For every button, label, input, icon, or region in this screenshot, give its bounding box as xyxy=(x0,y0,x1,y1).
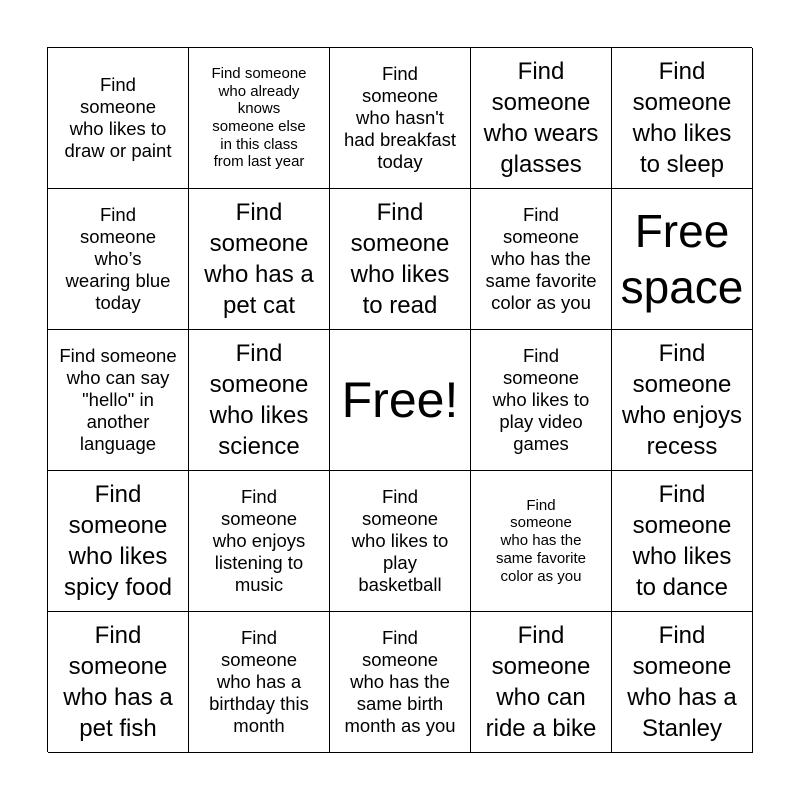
cell-text: Find someone who can say "hello" in another language xyxy=(59,345,177,454)
bingo-cell-r1c2[interactable] xyxy=(189,48,330,189)
cell-text: Find someone who has a pet cat xyxy=(204,198,314,320)
cell-text: Find someone who’s wearing blue today xyxy=(65,204,171,313)
bingo-cell-r4c1[interactable] xyxy=(48,471,189,612)
bingo-cell-r2c1[interactable] xyxy=(48,189,189,330)
bingo-cell-r2c5-free-space[interactable] xyxy=(612,189,753,330)
bingo-cell-r3c2[interactable] xyxy=(189,330,330,471)
cell-text: Find someone who has a pet fish xyxy=(63,621,173,743)
bingo-cell-r1c5[interactable] xyxy=(612,48,753,189)
cell-text: Find someone who enjoys recess xyxy=(621,339,743,461)
cell-text: Find someone who has the same favorite color as you xyxy=(495,496,587,585)
cell-text: Find someone who already knows someone else in this class from last year xyxy=(211,64,307,171)
cell-text: Free! xyxy=(341,371,459,428)
bingo-cell-r5c5[interactable] xyxy=(612,612,753,753)
cell-text: Find someone who likes to dance xyxy=(632,480,732,602)
bingo-cell-r4c5[interactable] xyxy=(612,471,753,612)
cell-text: Find someone who can ride a bike xyxy=(485,621,597,743)
bingo-cell-r5c3[interactable] xyxy=(330,612,471,753)
bingo-cell-r2c2[interactable] xyxy=(189,189,330,330)
bingo-cell-r3c4[interactable] xyxy=(471,330,612,471)
cell-text: Free space xyxy=(620,204,744,313)
cell-text: Find someone who likes to draw or paint xyxy=(64,74,172,161)
bingo-cell-r5c4[interactable] xyxy=(471,612,612,753)
cell-text: Find someone who has a birthday this month xyxy=(209,627,309,736)
bingo-cell-r3c1[interactable] xyxy=(48,330,189,471)
bingo-cell-r2c3[interactable] xyxy=(330,189,471,330)
cell-text: Find someone who has a Stanley xyxy=(627,621,737,743)
cell-text: Find someone who has the same favorite color as you xyxy=(485,204,597,313)
bingo-cell-r3c5[interactable] xyxy=(612,330,753,471)
cell-text: Find someone who likes science xyxy=(209,339,309,461)
bingo-cell-r1c4[interactable] xyxy=(471,48,612,189)
cell-text: Find someone who wears glasses xyxy=(483,57,599,179)
cell-text: Find someone who likes to play basketball xyxy=(351,486,449,595)
bingo-cell-r5c2[interactable] xyxy=(189,612,330,753)
cell-text: Find someone who enjoys listening to music xyxy=(212,486,306,595)
bingo-cell-r2c4[interactable] xyxy=(471,189,612,330)
cell-text: Find someone who likes to play video games xyxy=(492,345,590,454)
bingo-cell-r4c3[interactable] xyxy=(330,471,471,612)
cell-text: Find someone who likes to sleep xyxy=(632,57,732,179)
cell-text: Find someone who likes spicy food xyxy=(63,480,173,602)
bingo-cell-r5c1[interactable] xyxy=(48,612,189,753)
bingo-cell-r4c4[interactable] xyxy=(471,471,612,612)
cell-text: Find someone who likes to read xyxy=(350,198,450,320)
cell-text: Find someone who hasn't had breakfast today xyxy=(343,63,457,172)
bingo-board xyxy=(47,47,752,752)
bingo-cell-r3c3-free-center[interactable] xyxy=(330,330,471,471)
bingo-cell-r1c3[interactable] xyxy=(330,48,471,189)
bingo-cell-r4c2[interactable] xyxy=(189,471,330,612)
cell-text: Find someone who has the same birth month as you xyxy=(344,627,456,736)
bingo-cell-r1c1[interactable] xyxy=(48,48,189,189)
